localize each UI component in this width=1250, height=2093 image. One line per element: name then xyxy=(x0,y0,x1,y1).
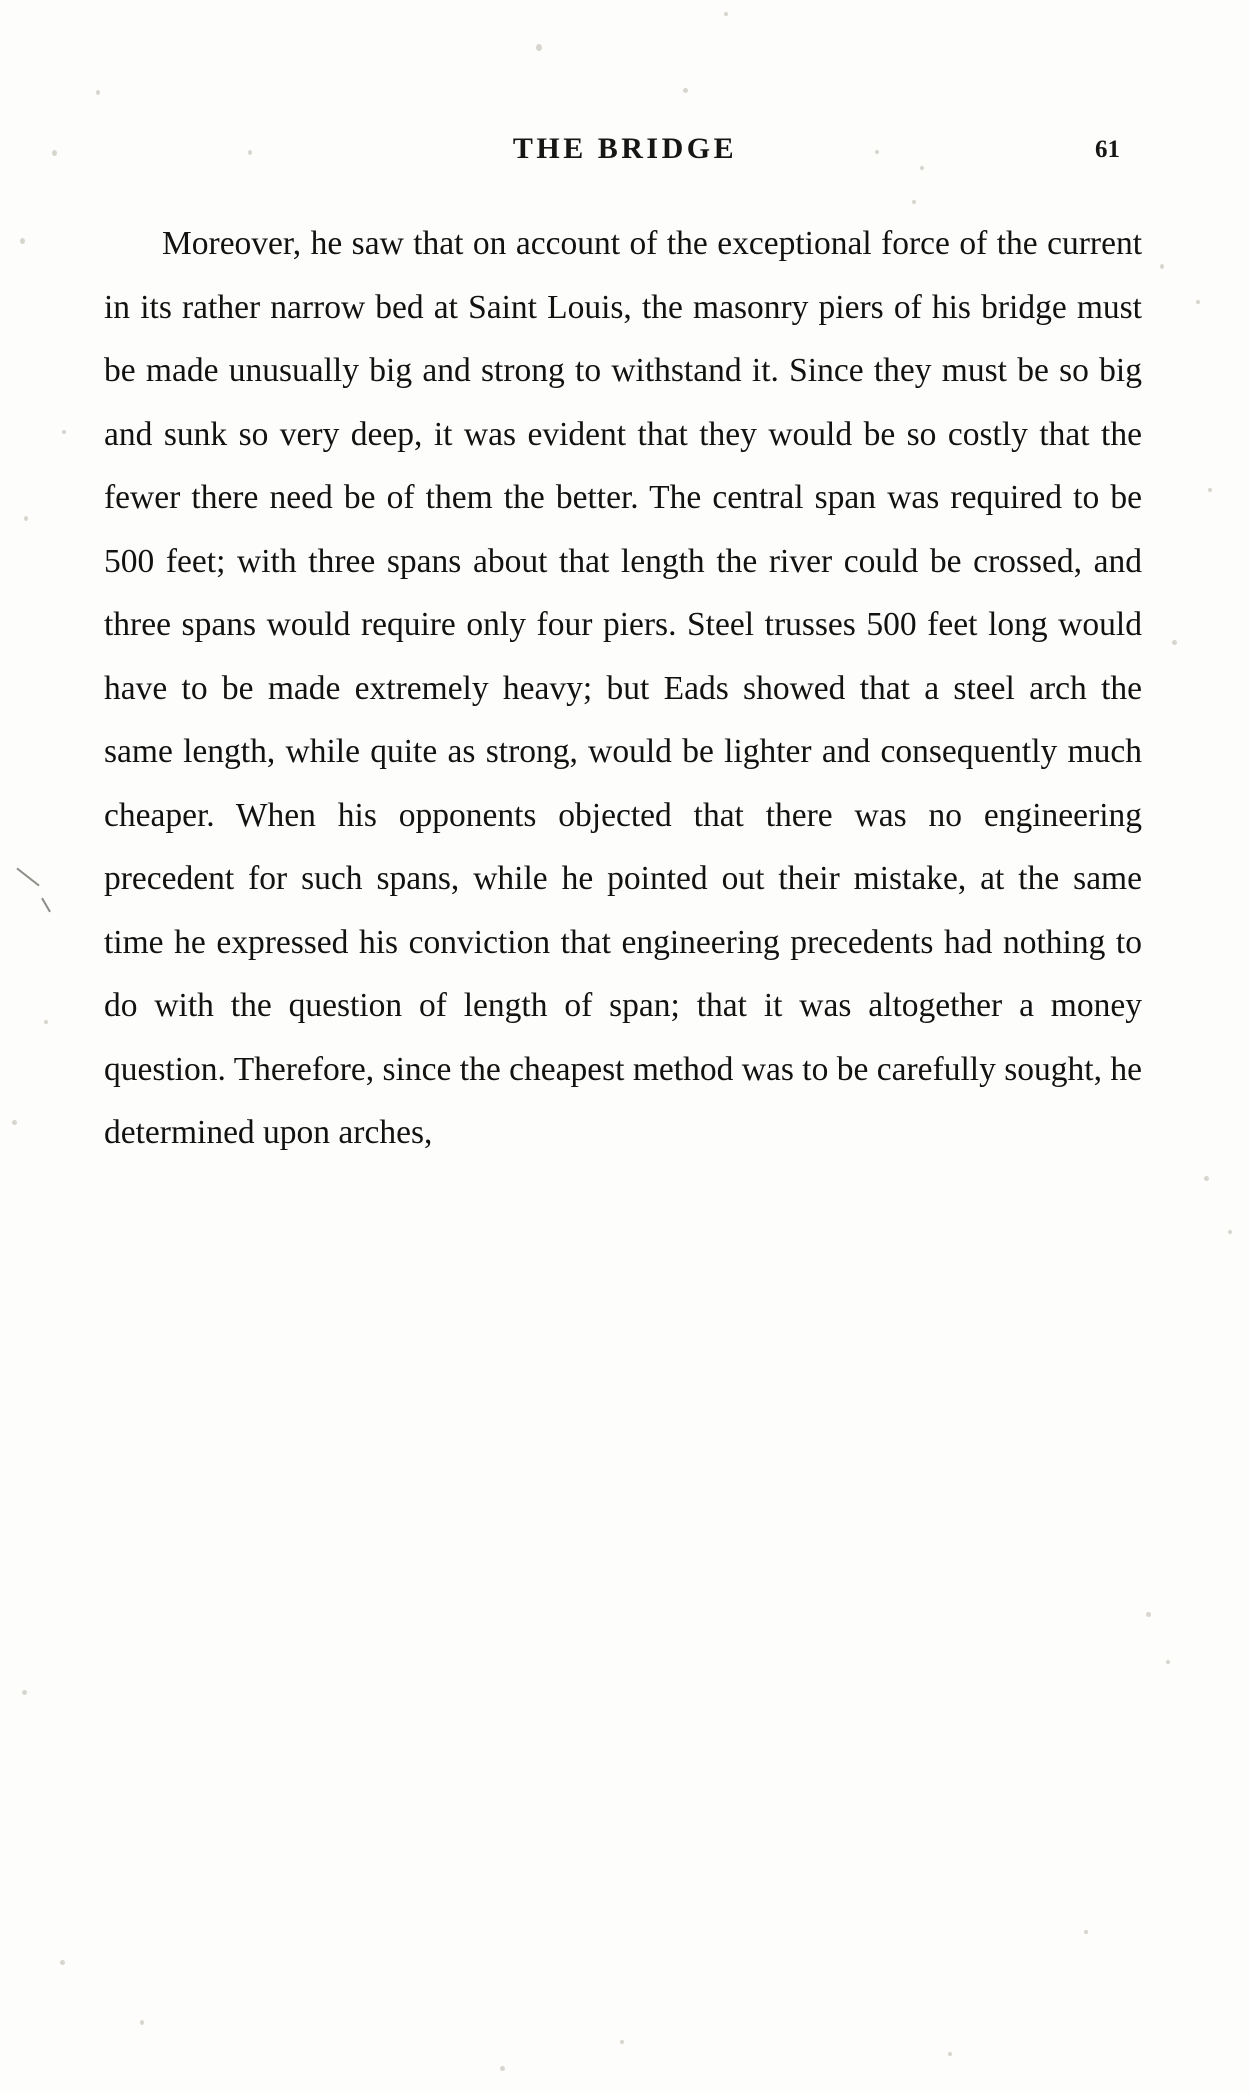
paper-speckle xyxy=(140,2020,144,2025)
page-header xyxy=(106,132,1144,172)
paper-speckle xyxy=(24,516,28,521)
paper-speckle xyxy=(1084,1930,1088,1934)
paragraph: Moreover, he saw that on account of the exceptional force of the current in its rather narrow bed at Saint Louis, the masonry piers of his bridge must be made unusually big and strong to withstand it. Since they must be so big and sunk so very deep, it was evident that they would be so costly that the fewer there need be of them the better. The central span was required to be 500 feet; with three spans about that length the river could be crossed, and three spans would require only four piers. Steel trusses 500 feet long would have to be made extremely heavy; but Eads showed that a steel arch the same length, while quite as strong, would be lighter and consequently much cheaper. When his opponents objected that there was no engineering precedent for such spans, while he pointed out their mistake, at the same time he expressed his conviction that engineering precedents had nothing to do with the question of length of span; that it was altogether a money question. Therefore, since the cheapest method was to be carefully sought, he determined upon arches, xyxy=(104,225,1142,1151)
paper-speckle xyxy=(912,200,916,204)
paper-speckle xyxy=(500,2066,505,2071)
paper-speckle xyxy=(22,1690,27,1695)
paper-speckle xyxy=(12,1120,17,1125)
paper-speckle xyxy=(52,150,57,156)
paper-speckle xyxy=(620,2040,624,2044)
paper-speckle xyxy=(1228,1230,1232,1234)
paper-speckle xyxy=(1196,300,1200,304)
paper-speckle xyxy=(1166,1660,1170,1664)
paper-speckle xyxy=(1172,640,1177,645)
running-head: THE BRIDGE xyxy=(512,132,738,165)
margin-pencil-mark xyxy=(41,898,51,913)
paper-speckle xyxy=(1204,1176,1209,1181)
paper-speckle xyxy=(1208,488,1212,492)
paper-speckle xyxy=(1160,264,1164,269)
paper-speckle xyxy=(1146,1612,1151,1617)
paper-speckle xyxy=(60,1960,65,1965)
paper-speckle xyxy=(683,88,688,93)
paper-speckle xyxy=(96,90,100,95)
paper-speckle xyxy=(948,2052,952,2056)
paper-speckle xyxy=(62,430,66,434)
paper-speckle xyxy=(724,12,728,16)
paper-speckle xyxy=(44,1020,48,1024)
page-body xyxy=(104,212,1142,1165)
paper-speckle xyxy=(536,44,542,51)
paper-speckle xyxy=(20,238,25,244)
margin-pencil-mark xyxy=(16,868,39,887)
page-number: 61 xyxy=(1095,136,1120,163)
